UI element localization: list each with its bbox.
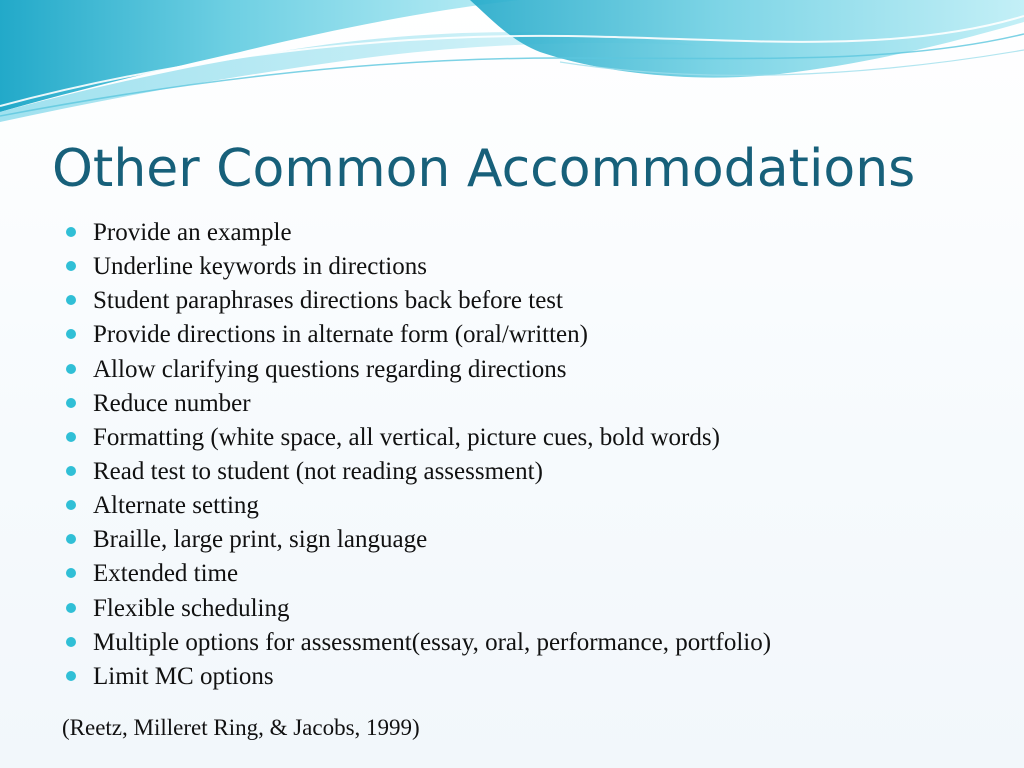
header-wave-decoration (0, 0, 1024, 130)
bullet-dot-icon (66, 534, 76, 544)
bullet-dot-icon (66, 671, 76, 681)
bullet-dot-icon (66, 398, 76, 408)
bullet-dot-icon (66, 364, 76, 374)
bullet-dot-icon (66, 466, 76, 476)
slide: Other Common Accommodations Provide an example Underline keywords in directions Student paraphrases directions back before test Provide directions in alternate form (oral/written) Allow clarifying questions regarding directions Reduce number Formatting (white space, all vertical, picture cues, bold words) Read test to student (not reading assessment) Alternate setting Braille, large print, sign language Extended time Flexible scheduling Multiple options for assessment(essay, oral, performance, portfolio) Limit MC options (Reetz, Milleret Ring, & Jacobs, 1999) (0, 0, 1024, 768)
bullet-dot-icon (66, 227, 76, 237)
bullet-dot-icon (66, 432, 76, 442)
bullet-dot-icon (66, 295, 76, 305)
bullet-dot-icon (66, 500, 76, 510)
bullet-dot-icon (66, 568, 76, 578)
bullet-dot-icon (66, 603, 76, 613)
bullet-dot-icon (66, 329, 76, 339)
bullet-dot-icon (66, 261, 76, 271)
slide-title: Other Common Accommodations (52, 139, 916, 199)
bullet-dot-icon (66, 637, 76, 647)
citation: (Reetz, Milleret Ring, & Jacobs, 1999) (62, 715, 420, 740)
wave-band-right (470, 0, 1024, 78)
